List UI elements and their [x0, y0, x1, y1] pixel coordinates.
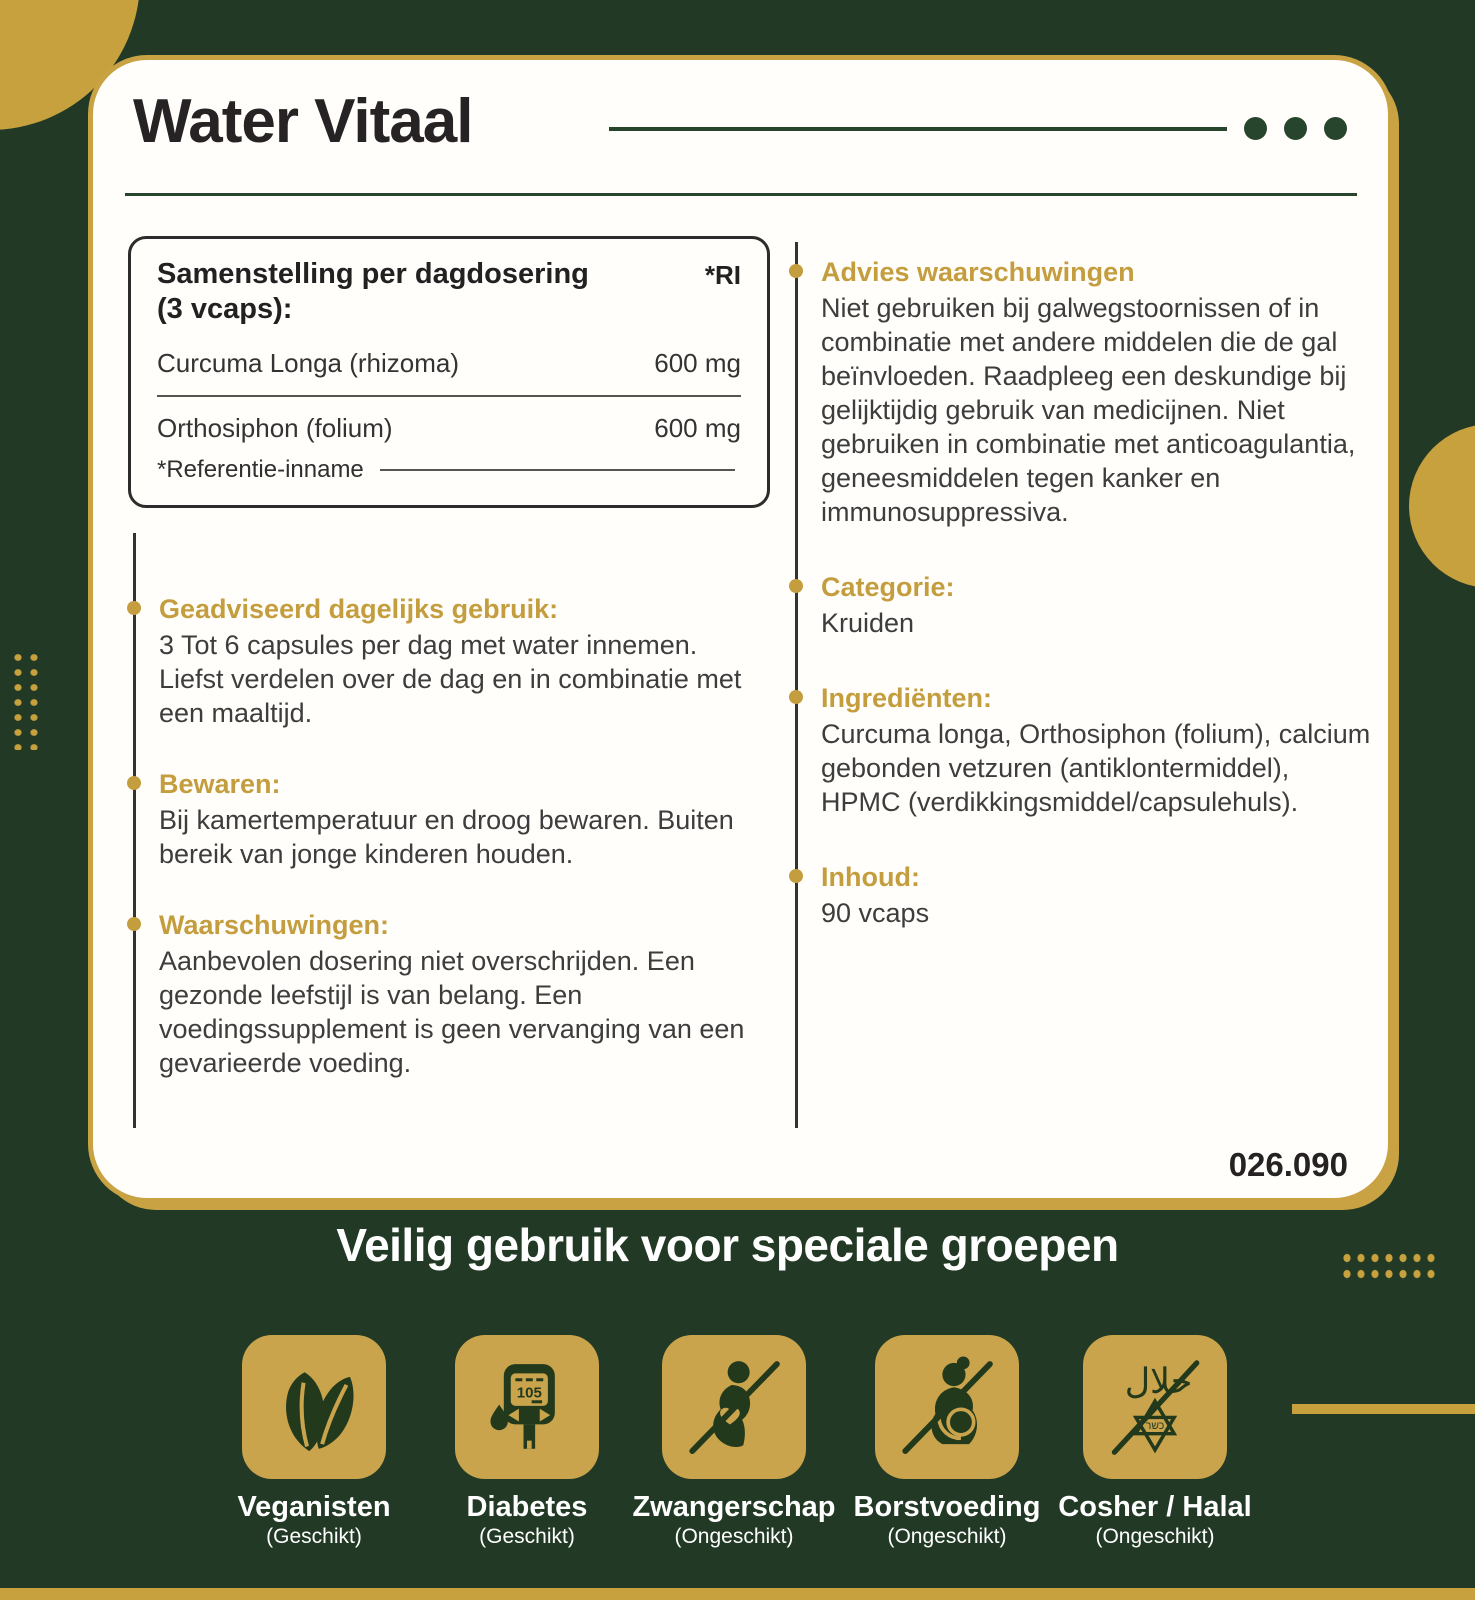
ingredient-name: Orthosiphon (folium)	[157, 412, 393, 443]
product-title: Water Vitaal	[133, 87, 473, 156]
ingredient-amount: 600 mg	[654, 412, 741, 443]
diabetes-tile	[455, 1335, 599, 1479]
section-bullet	[127, 601, 141, 615]
decor-bar-right	[1292, 1404, 1475, 1414]
composition-heading: Samenstelling per dagdosering (3 vcaps):	[157, 258, 589, 326]
section-text: 3 Tot 6 capsules per dag met water innemen. Liefst verdelen over de dag en in combinatie met een maaltijd.	[159, 630, 742, 728]
section-title: Bewaren:	[159, 769, 281, 799]
section-text: Kruiden	[821, 608, 915, 638]
title-rule-line	[609, 127, 1227, 131]
group-label: Zwangerschap	[632, 1491, 836, 1523]
pregnancy-tile	[662, 1335, 806, 1479]
halal-script: حلال	[1124, 1362, 1193, 1402]
group-label: Cosher / Halal	[1058, 1491, 1252, 1523]
decor-circle-right	[1409, 424, 1475, 588]
composition-row	[157, 395, 741, 456]
section-bullet	[127, 776, 141, 790]
footnote-text: *Referentie-inname	[157, 455, 364, 483]
ri-label: *RI	[704, 260, 741, 290]
section-title: Geadviseerd dagelijks gebruik:	[159, 594, 559, 624]
group-status: (Ongeschikt)	[887, 1525, 1007, 1548]
section-text: 90 vcaps	[821, 898, 930, 928]
meter-value: 105	[516, 1384, 542, 1402]
section-bullet	[789, 869, 803, 883]
title-rule-dot	[1244, 117, 1267, 140]
section-bullet	[789, 264, 803, 278]
group-label: Borstvoeding	[853, 1491, 1041, 1523]
left-column	[133, 533, 769, 1128]
group-label: Diabetes	[466, 1491, 588, 1523]
breastfeeding-crossed-icon	[889, 1349, 1005, 1465]
header-divider	[125, 193, 1357, 196]
section-bullet	[127, 917, 141, 931]
title-rule	[609, 117, 1347, 140]
group-status: (Geschikt)	[266, 1525, 362, 1548]
section-title: Advies waarschuwingen	[821, 257, 1135, 287]
section-warnings	[159, 909, 769, 1080]
section-text: Aanbevolen dosering niet overschrijden. Een gezonde leefstijl is van belang. Een voedingssupplement is geen vervanging van een gevarieerde voeding.	[159, 946, 745, 1078]
ingredient-amount: 600 mg	[654, 347, 741, 378]
section-title: Categorie:	[821, 572, 955, 602]
section-text: Curcuma longa, Orthosiphon (folium), calcium gebonden vetzuren (antiklontermiddel), HPMC (verdikkingsmiddel/capsulehuls).	[821, 719, 1371, 817]
section-ingredients	[821, 682, 1373, 819]
right-column	[795, 242, 1373, 1128]
product-code: 026.090	[1228, 1146, 1348, 1183]
section-bullet	[789, 690, 803, 704]
decor-bar-bottom	[0, 1588, 1475, 1600]
breastfeeding-tile	[875, 1335, 1019, 1479]
group-diabetes	[417, 1335, 637, 1549]
section-category	[821, 571, 1373, 640]
group-status: (Geschikt)	[479, 1525, 575, 1548]
title-rule-dot	[1324, 117, 1347, 140]
section-title: Waarschuwingen:	[159, 910, 390, 940]
kosher-script: כשר	[1145, 1421, 1165, 1433]
kosher-halal-crossed-icon	[1097, 1349, 1213, 1465]
group-borstvoeding	[837, 1335, 1057, 1549]
group-label: Veganisten	[237, 1491, 391, 1523]
composition-row	[157, 328, 741, 395]
decor-dots-left	[10, 650, 42, 750]
section-bullet	[789, 579, 803, 593]
composition-box	[128, 236, 770, 508]
composition-header	[157, 257, 741, 328]
footnote-line	[380, 469, 735, 471]
section-text: Bij kamertemperatuur en droog bewaren. Buiten bereik van jonge kinderen houden.	[159, 805, 734, 869]
ingredient-name: Curcuma Longa (rhizoma)	[157, 347, 460, 378]
section-daily-use	[159, 593, 769, 730]
glucose-meter-icon	[469, 1349, 585, 1465]
section-title: Inhoud:	[821, 862, 920, 892]
section-title: Ingrediënten:	[821, 683, 993, 713]
vegan-leaves-icon	[256, 1349, 372, 1465]
pregnant-woman-crossed-icon	[676, 1349, 792, 1465]
kosher-halal-tile	[1083, 1335, 1227, 1479]
section-content	[821, 861, 1373, 930]
section-storage	[159, 768, 769, 871]
composition-footnote	[157, 456, 741, 484]
info-card	[93, 60, 1388, 1198]
group-cosher-halal	[1045, 1335, 1265, 1549]
group-status: (Ongeschikt)	[1095, 1525, 1215, 1548]
special-groups-heading: Veilig gebruik voor speciale groepen	[336, 1219, 1119, 1271]
group-veganisten	[204, 1335, 424, 1549]
section-text: Niet gebruiken bij galwegstoornissen of in combinatie met andere middelen die de gal beïnvloeden. Raadpleeg een deskundige bij gelijktijdig gebruik van medicijnen. Niet gebruiken in combinatie met anticoagulantia, geneesmiddelen tegen kanker en immunosuppressiva.	[821, 293, 1356, 527]
section-advice-warnings	[821, 256, 1373, 529]
title-rule-dot	[1284, 117, 1307, 140]
group-status: (Ongeschikt)	[674, 1525, 794, 1548]
group-zwangerschap	[624, 1335, 844, 1549]
vegan-tile	[242, 1335, 386, 1479]
